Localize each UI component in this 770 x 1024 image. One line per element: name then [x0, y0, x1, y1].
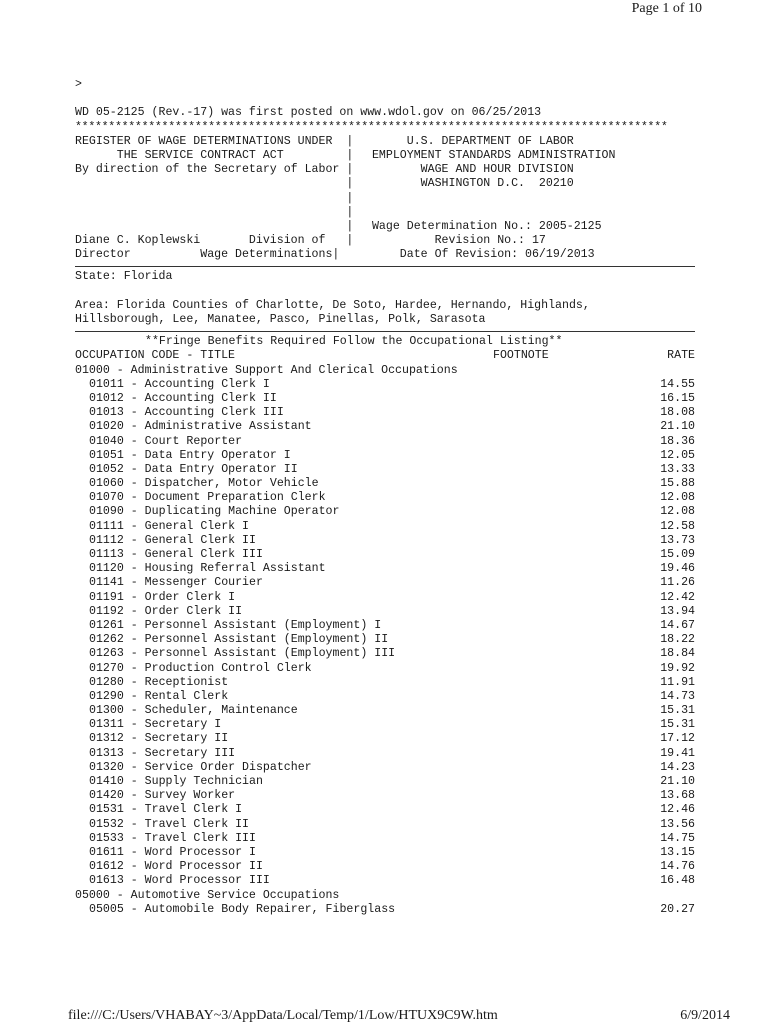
occupation-title: 01051 - Data Entry Operator I [89, 448, 291, 462]
occupation-row [75, 505, 695, 519]
header-rule [75, 266, 695, 267]
occupation-title: 01040 - Court Reporter [89, 434, 243, 448]
occupation-row [75, 534, 695, 548]
occupation-title: 01011 - Accounting Clerk I [89, 377, 270, 391]
occupation-row [75, 548, 695, 562]
occupation-title: 01313 - Secretary III [89, 746, 236, 760]
occupation-rate: 12.46 [660, 803, 695, 817]
occupation-rate: 15.31 [660, 718, 695, 732]
occupation-title: 01270 - Production Control Clerk [89, 661, 312, 675]
occupation-title: 01611 - Word Processor I [89, 845, 256, 859]
occupation-row [75, 591, 695, 605]
occupation-title: 01111 - General Clerk I [89, 519, 250, 533]
occupation-rate: 18.22 [660, 633, 695, 647]
occupation-row [75, 406, 695, 420]
occupation-rate: 13.56 [660, 817, 695, 831]
occupation-list [75, 903, 695, 917]
occupation-rate: 16.48 [660, 874, 695, 888]
col-rate: RATE [667, 349, 695, 363]
occupation-title: 01070 - Document Preparation Clerk [89, 491, 326, 505]
occupation-title: 01312 - Secretary II [89, 732, 229, 746]
header-line: Wage Determination No.: 2005-2125 [365, 219, 602, 233]
occupation-title: 01532 - Travel Clerk II [89, 817, 250, 831]
occupation-title: 01020 - Administrative Assistant [89, 420, 312, 434]
header-line: By direction of the Secretary of Labor | [75, 163, 354, 177]
occupation-rate: 15.09 [660, 548, 695, 561]
occupation-title: 01290 - Rental Clerk [89, 689, 229, 703]
occupation-rate: 14.67 [660, 618, 695, 632]
occupation-title: 01013 - Accounting Clerk III [89, 406, 284, 420]
area-line-2: Hillsborough, Lee, Manatee, Pasco, Pinellas, Polk, Sarasota [75, 313, 486, 326]
header-line: WAGE AND HOUR DIVISION [365, 163, 574, 177]
header-block [75, 135, 695, 263]
occupation-row [75, 491, 695, 505]
posted-line: WD 05-2125 (Rev.-17) was first posted on www.wdol.gov on 06/25/2013 [75, 106, 542, 120]
occupation-rate: 13.73 [660, 533, 695, 547]
occupation-rate: 13.68 [660, 789, 695, 803]
occupation-rate: 13.33 [660, 462, 695, 476]
header-line: WASHINGTON D.C. 20210 [365, 177, 574, 191]
occupation-rate: 19.46 [660, 562, 695, 576]
occupation-rate: 14.73 [660, 689, 695, 703]
occupation-title: 01113 - General Clerk III [89, 548, 263, 561]
header-line: | [75, 177, 354, 191]
page-number: Page 1 of 10 [631, 1, 702, 16]
occupation-row [75, 690, 695, 704]
group-heading: 05000 - Automotive Service Occupations [75, 888, 340, 902]
occupation-row [75, 392, 695, 406]
occupation-row [75, 903, 695, 917]
print-date: 6/9/2014 [680, 1008, 730, 1023]
header-line: Date Of Revision: 06/19/2013 [365, 248, 595, 262]
occupation-row [75, 435, 695, 449]
occupation-rate: 14.75 [660, 831, 695, 845]
wage-determination-document [75, 78, 695, 917]
occupation-rate: 19.92 [660, 661, 695, 675]
occupation-title: 01112 - General Clerk II [89, 533, 256, 547]
occupation-row [75, 562, 695, 576]
occupation-list [75, 378, 695, 889]
occupation-title: 01612 - Word Processor II [89, 860, 263, 874]
occupation-rate: 12.42 [660, 590, 695, 604]
area-line-1: Area: Florida Counties of Charlotte, De Soto, Hardee, Hernando, Highlands, [75, 298, 590, 312]
header-line: | [75, 205, 354, 219]
header-line [365, 192, 695, 206]
occupation-row [75, 860, 695, 874]
occupation-title: 01613 - Word Processor III [89, 874, 270, 888]
occupation-row [75, 477, 695, 491]
header-line: Director Wage Determinations| [75, 248, 340, 262]
occupation-rate: 11.26 [660, 576, 695, 590]
occupation-rate: 20.27 [660, 902, 695, 916]
occupation-row [75, 789, 695, 803]
occupation-rate: 18.36 [660, 434, 695, 448]
occupation-row [75, 619, 695, 633]
occupation-rate: 11.91 [660, 675, 695, 689]
header-right [365, 135, 695, 263]
occupation-title: 01141 - Messenger Courier [89, 576, 263, 590]
occupation-row [75, 449, 695, 463]
occupation-row [75, 633, 695, 647]
occupation-row [75, 676, 695, 690]
occupation-row [75, 732, 695, 746]
col-footnote: FOOTNOTE [493, 349, 549, 363]
occupation-rate: 13.94 [660, 604, 695, 618]
occupation-row [75, 874, 695, 888]
occupation-title: 01410 - Supply Technician [89, 775, 263, 788]
occupation-title: 01261 - Personnel Assistant (Employment) I [89, 618, 382, 632]
occupation-rate: 14.23 [660, 760, 695, 774]
occupation-rate: 16.15 [660, 391, 695, 405]
star-separator: ***************************************************************************************** [75, 120, 668, 134]
header-line: | [75, 219, 354, 233]
occupation-row [75, 420, 695, 434]
occupation-rate: 18.84 [660, 647, 695, 661]
occupation-rate: 14.55 [660, 377, 695, 391]
occupation-title: 01052 - Data Entry Operator II [89, 462, 298, 476]
group-heading: 01000 - Administrative Support And Clerical Occupations [75, 363, 458, 377]
occupation-rate: 21.10 [660, 775, 695, 788]
occupation-row [75, 747, 695, 761]
occupation-row [75, 818, 695, 832]
header-line: EMPLOYMENT STANDARDS ADMINISTRATION [365, 148, 616, 162]
occupation-row [75, 803, 695, 817]
occupation-rate: 18.08 [660, 406, 695, 420]
occupation-title: 01262 - Personnel Assistant (Employment) II [89, 633, 389, 647]
header-line: U.S. DEPARTMENT OF LABOR [365, 134, 574, 148]
page-footer [68, 1008, 730, 1024]
occupation-rate: 12.05 [660, 448, 695, 462]
occupation-title: 01191 - Order Clerk I [89, 590, 236, 604]
header-line: | [75, 191, 354, 205]
header-left [75, 135, 365, 263]
header-line [365, 206, 695, 220]
occupation-title: 01311 - Secretary I [89, 718, 222, 732]
occupation-rate: 15.88 [660, 477, 695, 491]
state-line: State: Florida [75, 270, 173, 284]
occupation-row [75, 704, 695, 718]
occupation-title: 01300 - Scheduler, Maintenance [89, 704, 298, 718]
occupation-title: 01120 - Housing Referral Assistant [89, 562, 326, 576]
fringe-note: **Fringe Benefits Required Follow the Occupational Listing** [145, 335, 563, 349]
header-line: Diane C. Koplewski Division of | [75, 234, 354, 248]
occupation-row [75, 520, 695, 534]
file-path: file:///C:/Users/VHABAY~3/AppData/Local/Temp/1/Low/HTUX9C9W.htm [68, 1008, 498, 1023]
occupation-title: 05005 - Automobile Body Repairer, Fiberglass [89, 902, 396, 916]
col-occupation: OCCUPATION CODE - TITLE [75, 349, 236, 363]
occupation-title: 01090 - Duplicating Machine Operator [89, 505, 340, 519]
area-rule [75, 331, 695, 332]
occupation-row [75, 378, 695, 392]
occupation-row [75, 605, 695, 619]
occupation-title: 01060 - Dispatcher, Motor Vehicle [89, 477, 319, 491]
occupation-row [75, 846, 695, 860]
occupation-rate: 21.10 [660, 420, 695, 434]
occupation-rate: 12.08 [660, 505, 695, 519]
prompt-mark: > [75, 78, 82, 91]
occupation-rate: 12.08 [660, 491, 695, 505]
occupation-rate: 15.31 [660, 704, 695, 718]
occupation-title: 01320 - Service Order Dispatcher [89, 760, 312, 774]
column-header [75, 349, 695, 363]
occupation-row [75, 761, 695, 775]
occupation-row [75, 832, 695, 846]
occupation-title: 01531 - Travel Clerk I [89, 803, 243, 817]
occupation-title: 01533 - Travel Clerk III [89, 831, 256, 845]
occupation-title: 01263 - Personnel Assistant (Employment) III [89, 647, 396, 661]
occupation-title: 01192 - Order Clerk II [89, 604, 243, 618]
occupation-rate: 19.41 [660, 746, 695, 760]
occupation-title: 01420 - Survey Worker [89, 789, 236, 803]
header-line: Revision No.: 17 [365, 234, 546, 248]
occupation-rate: 14.76 [660, 860, 695, 874]
header-line: THE SERVICE CONTRACT ACT | [75, 148, 354, 162]
occupation-row [75, 463, 695, 477]
occupation-row [75, 775, 695, 789]
occupation-rate: 13.15 [660, 845, 695, 859]
occupation-row [75, 718, 695, 732]
occupation-row [75, 576, 695, 590]
occupation-title: 01280 - Receptionist [89, 675, 229, 689]
occupation-row [75, 647, 695, 661]
header-line: REGISTER OF WAGE DETERMINATIONS UNDER | [75, 134, 354, 148]
occupation-row [75, 662, 695, 676]
occupation-rate: 12.58 [660, 519, 695, 533]
occupation-rate: 17.12 [660, 732, 695, 746]
occupation-title: 01012 - Accounting Clerk II [89, 391, 277, 405]
